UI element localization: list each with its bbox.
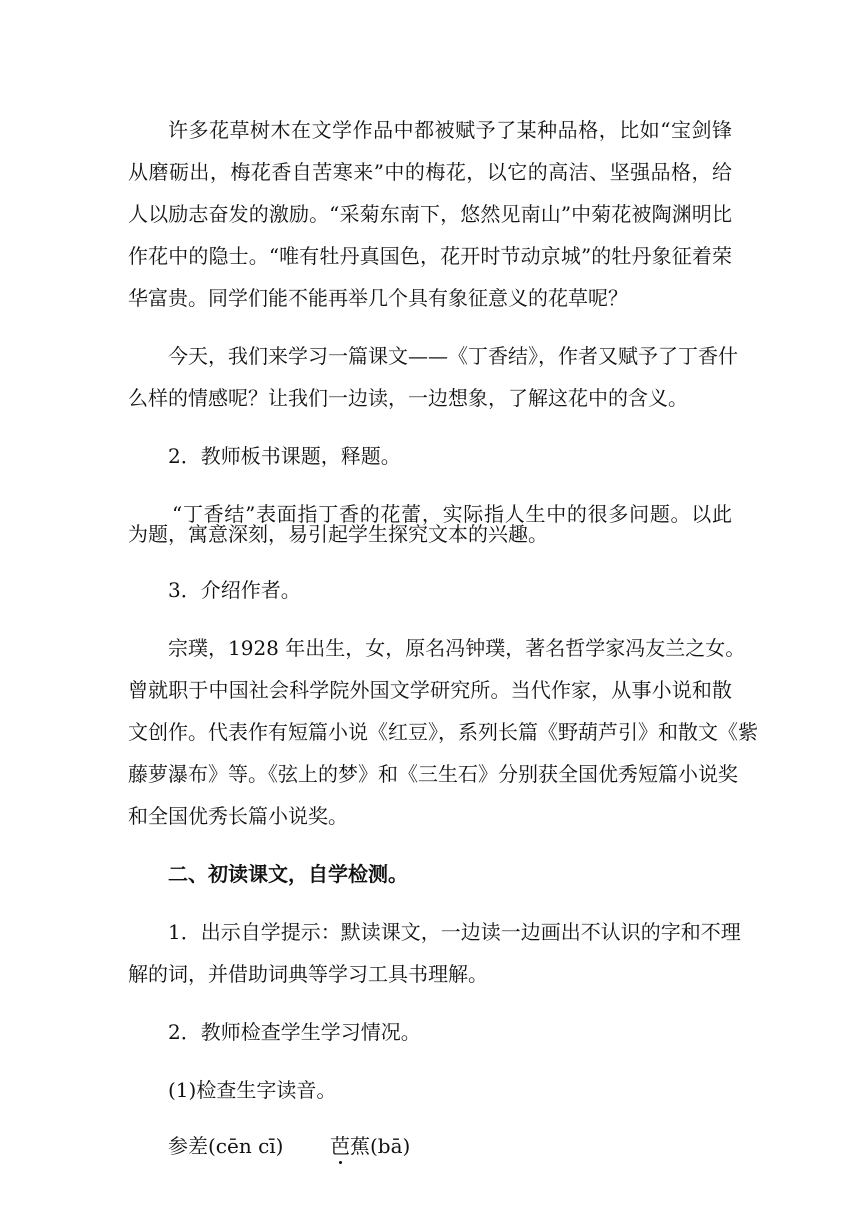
paragraph-9: (1)检查生字读音。 xyxy=(168,1078,337,1102)
paragraph-1-line-1: 许多花草树木在文学作品中都被赋予了某种品格，比如“宝剑锋 xyxy=(168,118,732,142)
vocab-item-1: 参差(cēn cī) xyxy=(168,1134,284,1158)
paragraph-1-line-3: 人以励志奋发的激励。“采菊东南下，悠然见南山”中菊花被陶渊明比 xyxy=(128,202,732,226)
vocab-item-2 xyxy=(330,1132,410,1160)
vocab-item-2-char-2: 蕉 xyxy=(350,1134,370,1158)
vocab-item-2-char-1: 芭 xyxy=(330,1134,350,1158)
paragraph-1-line-2: 从磨砺出，梅花香自苦寒来”中的梅花，以它的高洁、坚强品格，给 xyxy=(128,160,732,184)
paragraph-1-line-5: 华富贵。同学们能不能再举几个具有象征意义的花草呢？ xyxy=(128,286,628,310)
paragraph-7-line-1: 1．出示自学提示：默读课文，一边读一边画出不认识的字和不理 xyxy=(168,920,741,944)
paragraph-6-line-2: 曾就职于中国社会科学院外国文学研究所。当代作家，从事小说和散 xyxy=(128,678,732,702)
paragraph-7-line-2: 解的词，并借助词典等学习工具书理解。 xyxy=(128,962,488,986)
paragraph-1-line-4: 作花中的隐士。“唯有牡丹真国色，花开时节动京城”的牡丹象征着荣 xyxy=(128,244,732,268)
paragraph-6-line-4: 藤萝瀑布》等。《弦上的梦》和《三生石》分别获全国优秀短篇小说奖 xyxy=(128,762,738,786)
paragraph-5: 3．介绍作者。 xyxy=(168,578,301,602)
paragraph-8: 2．教师检查学生学习情况。 xyxy=(168,1020,421,1044)
paragraph-3: 2．教师板书课题，释题。 xyxy=(168,444,401,468)
section-heading-2: 二、初读课文，自学检测。 xyxy=(168,862,408,886)
vocab-item-2-pinyin: (bā) xyxy=(370,1134,411,1158)
paragraph-4-line-2: 为题，寓意深刻，易引起学生探究文本的兴趣。 xyxy=(128,522,548,546)
paragraph-2-line-2: 么样的情感呢？让我们一边读，一边想象，了解这花中的含义。 xyxy=(128,386,688,410)
paragraph-6-line-3: 文创作。代表作有短篇小说《红豆》，系列长篇《野葫芦引》和散文《紫 xyxy=(128,720,758,744)
paragraph-6-line-5: 和全国优秀长篇小说奖。 xyxy=(128,804,348,828)
paragraph-2-line-1: 今天，我们来学习一篇课文——《丁香结》，作者又赋予了丁香什 xyxy=(168,344,738,368)
paragraph-4-line-1: “丁香结”表面指丁香的花蕾，实际指人生中的很多问题。以此 xyxy=(172,502,732,526)
paragraph-6-line-1: 宗璞，1928 年出生，女，原名冯钟璞，著名哲学家冯友兰之女。 xyxy=(168,636,746,660)
